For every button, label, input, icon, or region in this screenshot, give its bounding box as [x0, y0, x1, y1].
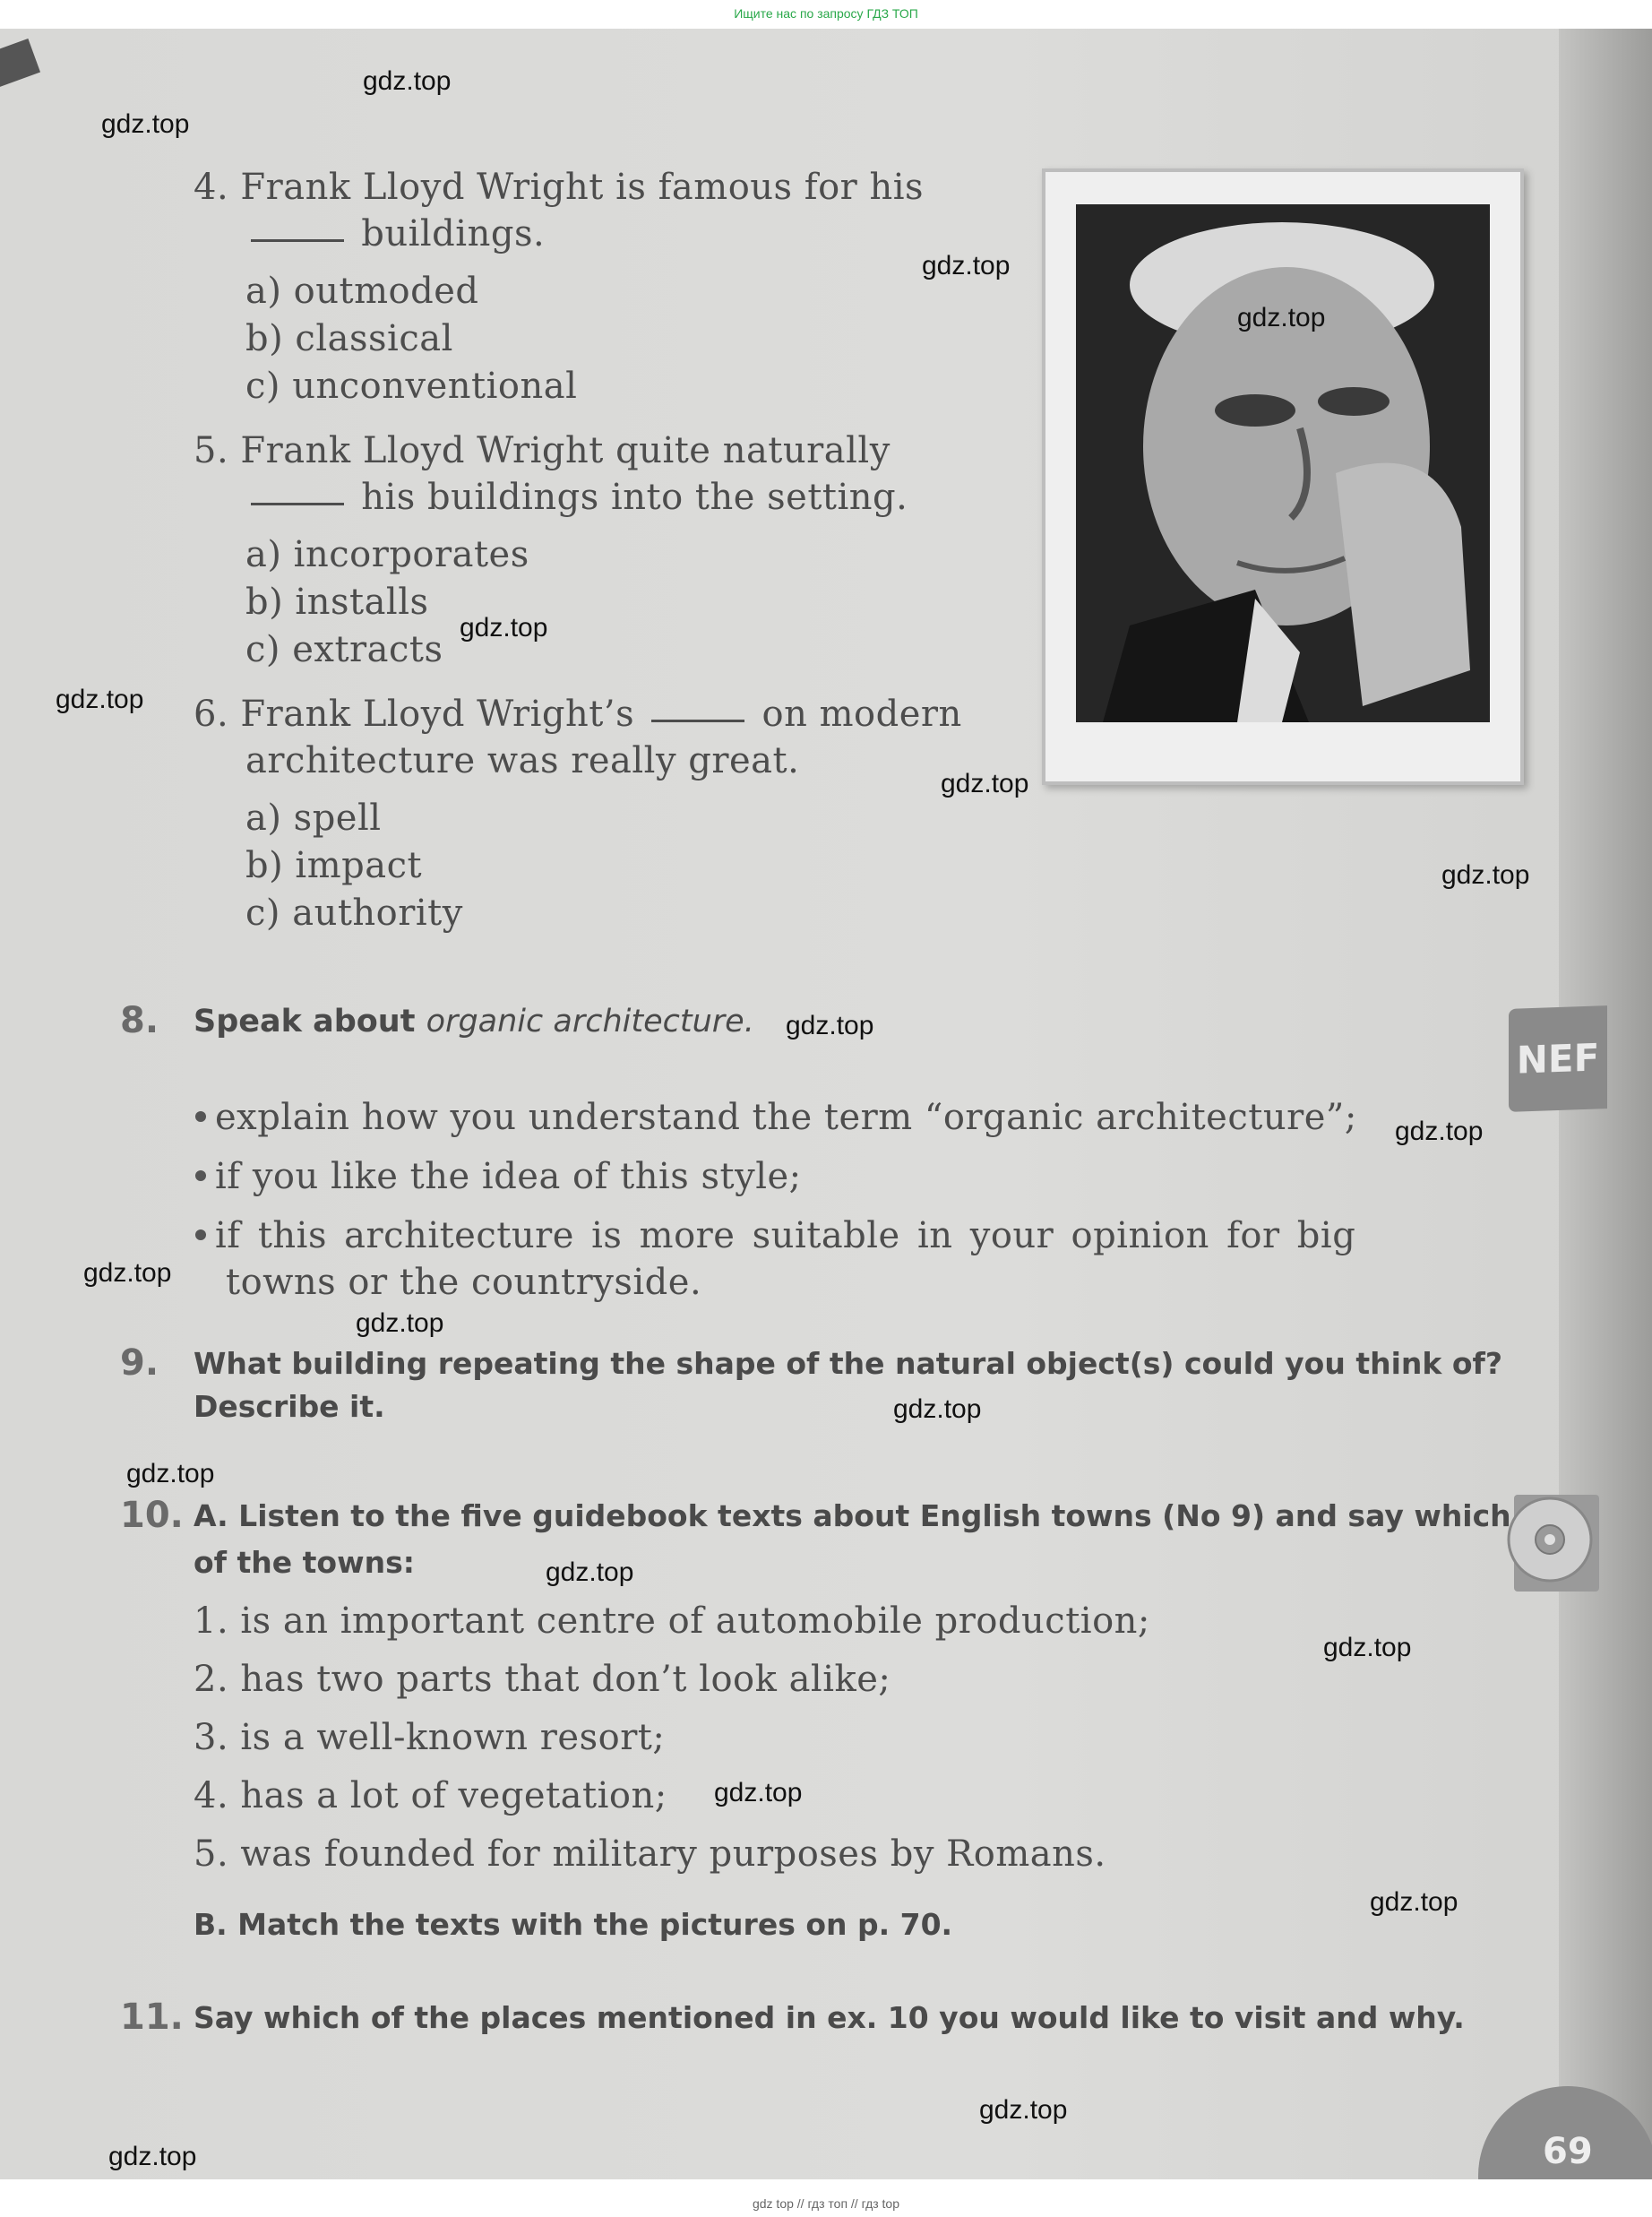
option: b) impact: [245, 845, 423, 886]
watermark: gdz.top: [979, 2095, 1068, 2125]
answer-blank: [251, 503, 344, 505]
exercise-9-line2: Describe it.: [194, 1389, 385, 1424]
bullet-text: explain how you understand the term “organic architecture”;: [215, 1097, 1357, 1138]
answer-blank: [651, 720, 744, 722]
bullet-item: [195, 1215, 1355, 1256]
exercise-10b: B. Match the texts with the pictures on p. 70.: [194, 1907, 953, 1942]
textbook-page: [0, 29, 1652, 2179]
question-number: 5.: [194, 430, 229, 471]
option: a) incorporates: [245, 534, 529, 575]
watermark: gdz.top: [714, 1778, 803, 1807]
watermark: gdz.top: [363, 66, 452, 96]
watermark: gdz.top: [1441, 860, 1530, 890]
exercise-number: 9.: [120, 1342, 159, 1384]
watermark: gdz.top: [1237, 303, 1326, 332]
option: c) authority: [245, 893, 463, 934]
question-text: his buildings into the setting.: [361, 477, 908, 518]
question-text: Frank Lloyd Wright quite naturally: [240, 430, 891, 471]
bullet-icon: [195, 1111, 206, 1122]
watermark: gdz.top: [941, 769, 1029, 798]
question-5-line2: [245, 477, 908, 518]
list-item: 2. has two parts that don’t look alike;: [194, 1659, 891, 1700]
list-item: 5. was founded for military purposes by Romans.: [194, 1833, 1106, 1875]
option: a) outmoded: [245, 271, 479, 312]
bullet-icon: [195, 1170, 206, 1181]
bullet-item: [195, 1156, 802, 1197]
watermark: gdz.top: [101, 109, 190, 139]
portrait-illustration: [1076, 204, 1490, 722]
question-text: buildings.: [361, 213, 546, 254]
watermark: gdz.top: [786, 1011, 874, 1040]
watermark: gdz.top: [126, 1459, 215, 1488]
list-item: 3. is a well-known resort;: [194, 1717, 666, 1758]
question-number: 6.: [194, 694, 229, 735]
bottom-banner: gdz top // гдз топ // гдз top: [752, 2196, 900, 2211]
watermark: gdz.top: [356, 1308, 444, 1338]
exercise-8-instruction: [194, 1004, 754, 1039]
question-4-line2: [245, 213, 545, 254]
option: c) unconventional: [245, 366, 578, 407]
option: b) classical: [245, 318, 453, 359]
option: a) spell: [245, 798, 382, 839]
bullet-icon: [195, 1229, 206, 1240]
instruction-topic: organic architecture.: [426, 1004, 754, 1039]
bullet-text: if this architecture is more suitable in your opinion for big: [215, 1215, 1356, 1256]
nef-label: NEF: [1509, 1005, 1607, 1112]
cd-audio-icon: [1505, 1488, 1604, 1595]
exercise-number: 8.: [120, 1000, 159, 1041]
page-number: 69: [1543, 2131, 1593, 2172]
watermark: gdz.top: [460, 613, 548, 643]
question-number: 4.: [194, 167, 229, 208]
watermark: gdz.top: [546, 1557, 634, 1587]
question-text: Frank Lloyd Wright’s: [240, 694, 635, 735]
watermark: gdz.top: [83, 1258, 172, 1288]
watermark: gdz.top: [108, 2142, 197, 2171]
watermark: gdz.top: [1395, 1117, 1484, 1146]
page-corner: [0, 39, 40, 91]
portrait-photo: [1076, 204, 1490, 722]
question-6: [194, 694, 962, 735]
question-text: on modern: [761, 694, 962, 735]
watermark: gdz.top: [56, 685, 144, 714]
exercise-11-text: Say which of the places mentioned in ex. 10 you would like to visit and why.: [194, 2000, 1465, 2035]
watermark: gdz.top: [1323, 1633, 1412, 1662]
question-text: Frank Lloyd Wright is famous for his: [240, 167, 925, 208]
watermark: gdz.top: [922, 251, 1011, 280]
top-banner[interactable]: Ищите нас по запросу ГДЗ ТОП: [734, 6, 918, 21]
list-item: 1. is an important centre of automobile production;: [194, 1600, 1150, 1642]
question-6-line2: architecture was really great.: [245, 740, 800, 781]
list-item: 4. has a lot of vegetation;: [194, 1775, 667, 1816]
option: b) installs: [245, 582, 429, 623]
bullet-continuation: towns or the countryside.: [226, 1262, 702, 1303]
watermark: gdz.top: [1370, 1887, 1458, 1917]
watermark: gdz.top: [893, 1394, 982, 1424]
question-5: [194, 430, 891, 471]
option: c) extracts: [245, 629, 443, 670]
exercise-9-line1: What building repeating the shape of the natural object(s) could you think of?: [194, 1346, 1502, 1381]
exercise-10a-line2: of the towns:: [194, 1545, 415, 1580]
exercise-10a-line1: A. Listen to the five guidebook texts about English towns (No 9) and say which: [194, 1498, 1511, 1533]
answer-blank: [251, 239, 344, 242]
bullet-text: if you like the idea of this style;: [215, 1156, 802, 1197]
bullet-item: [195, 1097, 1357, 1138]
exercise-number: 10.: [120, 1495, 184, 1536]
question-4: [194, 167, 924, 208]
exercise-number: 11.: [120, 1997, 184, 2038]
instruction-text: Speak about: [194, 1004, 416, 1039]
portrait-frame: [1042, 168, 1524, 785]
